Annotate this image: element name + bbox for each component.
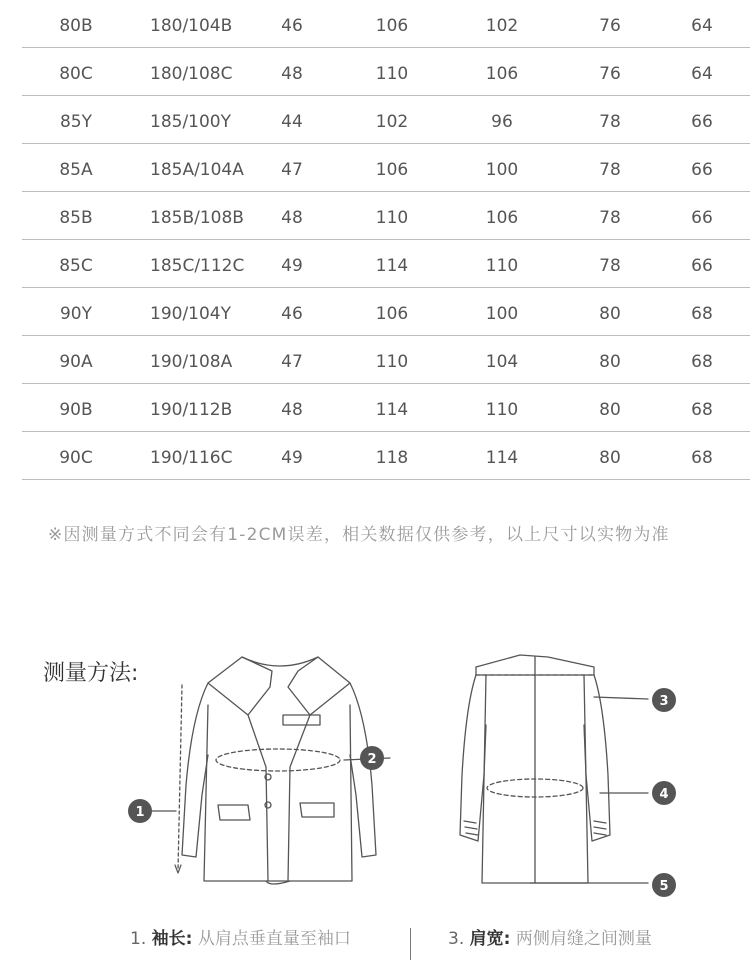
table-row — [22, 48, 750, 96]
table-cell: 80 — [599, 400, 621, 420]
legend-name: 袖长: — [151, 929, 193, 949]
table-cell: 68 — [691, 304, 713, 324]
table-cell: 100 — [485, 160, 519, 180]
table-row — [22, 0, 750, 48]
table-cell: 80C — [59, 64, 93, 84]
table-row — [22, 384, 750, 432]
table-cell: 110 — [375, 208, 409, 228]
table-cell: 44 — [281, 112, 303, 132]
disclaimer-note: ※因测量方式不同会有1-2CM误差，相关数据仅供参考，以上尺寸以实物为准 — [48, 525, 670, 545]
table-cell: 85Y — [59, 112, 93, 132]
table-cell: 46 — [281, 304, 303, 324]
table-cell: 80 — [599, 352, 621, 372]
table-cell: 80 — [599, 448, 621, 468]
table-cell: 64 — [691, 16, 713, 36]
table-cell: 48 — [281, 400, 303, 420]
table-row — [22, 96, 750, 144]
legend-description: 从肩点垂直量至袖口 — [197, 929, 351, 949]
svg-text:4: 4 — [659, 787, 669, 802]
table-cell: 180/108C — [150, 64, 233, 84]
marker-4-icon — [652, 781, 676, 805]
table-cell: 78 — [599, 256, 621, 276]
table-cell: 190/112B — [150, 400, 233, 420]
table-cell: 114 — [485, 448, 519, 468]
table-cell: 64 — [691, 64, 713, 84]
table-cell: 102 — [375, 112, 409, 132]
table-cell: 66 — [691, 112, 713, 132]
table-cell: 190/104Y — [150, 304, 232, 324]
table-cell: 190/108A — [150, 352, 233, 372]
table-cell: 66 — [691, 160, 713, 180]
table-cell: 85A — [59, 160, 93, 180]
table-cell: 80 — [599, 304, 621, 324]
table-cell: 47 — [281, 160, 303, 180]
table-cell: 185A/104A — [150, 160, 244, 180]
table-row — [22, 144, 750, 192]
table-row — [22, 192, 750, 240]
table-cell: 49 — [281, 256, 303, 276]
table-cell: 48 — [281, 64, 303, 84]
table-cell: 90A — [59, 352, 93, 372]
marker-2-icon — [360, 746, 384, 770]
legend-shoulder-width — [448, 924, 652, 949]
marker-1-icon — [128, 799, 152, 823]
table-cell: 90B — [59, 400, 93, 420]
legend-sleeve-length — [130, 924, 351, 949]
table-row — [22, 432, 750, 480]
table-cell: 47 — [281, 352, 303, 372]
table-cell: 46 — [281, 16, 303, 36]
table-cell: 180/104B — [150, 16, 233, 36]
table-cell: 78 — [599, 160, 621, 180]
table-cell: 68 — [691, 352, 713, 372]
table-cell: 96 — [491, 112, 513, 132]
table-cell: 49 — [281, 448, 303, 468]
table-cell: 106 — [375, 16, 409, 36]
table-cell: 118 — [375, 448, 409, 468]
table-cell: 80B — [59, 16, 93, 36]
svg-text:1: 1 — [135, 805, 145, 820]
table-cell: 78 — [599, 112, 621, 132]
front-jacket-drawing — [140, 657, 390, 884]
table-cell: 85B — [59, 208, 93, 228]
table-cell: 48 — [281, 208, 303, 228]
svg-text:2: 2 — [367, 752, 377, 767]
size-table — [22, 0, 750, 480]
table-cell: 185C/112C — [150, 256, 245, 276]
table-cell: 110 — [485, 256, 519, 276]
table-cell: 100 — [485, 304, 519, 324]
svg-text:5: 5 — [659, 879, 669, 894]
table-row — [22, 288, 750, 336]
table-cell: 76 — [599, 64, 621, 84]
legend-number: 3. — [448, 929, 465, 949]
table-cell: 76 — [599, 16, 621, 36]
table-cell: 106 — [485, 208, 519, 228]
table-cell: 104 — [485, 352, 519, 372]
table-cell: 114 — [375, 256, 409, 276]
table-cell: 114 — [375, 400, 409, 420]
table-cell: 85C — [59, 256, 93, 276]
table-cell: 185B/108B — [150, 208, 244, 228]
legend-divider — [410, 928, 411, 960]
table-cell: 66 — [691, 208, 713, 228]
table-cell: 106 — [375, 160, 409, 180]
table-cell: 106 — [485, 64, 519, 84]
table-cell: 110 — [485, 400, 519, 420]
table-row — [22, 240, 750, 288]
legend-number: 1. — [130, 929, 147, 949]
measurement-diagram — [120, 645, 690, 900]
back-jacket-drawing — [460, 655, 648, 883]
table-cell: 190/116C — [150, 448, 233, 468]
table-row — [22, 336, 750, 384]
legend-description: 两侧肩缝之间测量 — [515, 929, 652, 949]
table-cell: 110 — [375, 352, 409, 372]
table-cell: 78 — [599, 208, 621, 228]
table-cell: 68 — [691, 448, 713, 468]
table-cell: 90Y — [59, 304, 93, 324]
marker-5-icon — [652, 873, 676, 897]
table-cell: 106 — [375, 304, 409, 324]
marker-3-icon — [652, 688, 676, 712]
table-cell: 185/100Y — [150, 112, 232, 132]
table-cell: 110 — [375, 64, 409, 84]
legend-name: 肩宽: — [469, 929, 511, 949]
table-cell: 66 — [691, 256, 713, 276]
table-cell: 102 — [485, 16, 519, 36]
method-title: 测量方法: — [43, 661, 139, 686]
table-cell: 68 — [691, 400, 713, 420]
table-cell: 90C — [59, 448, 93, 468]
svg-text:3: 3 — [659, 694, 669, 709]
